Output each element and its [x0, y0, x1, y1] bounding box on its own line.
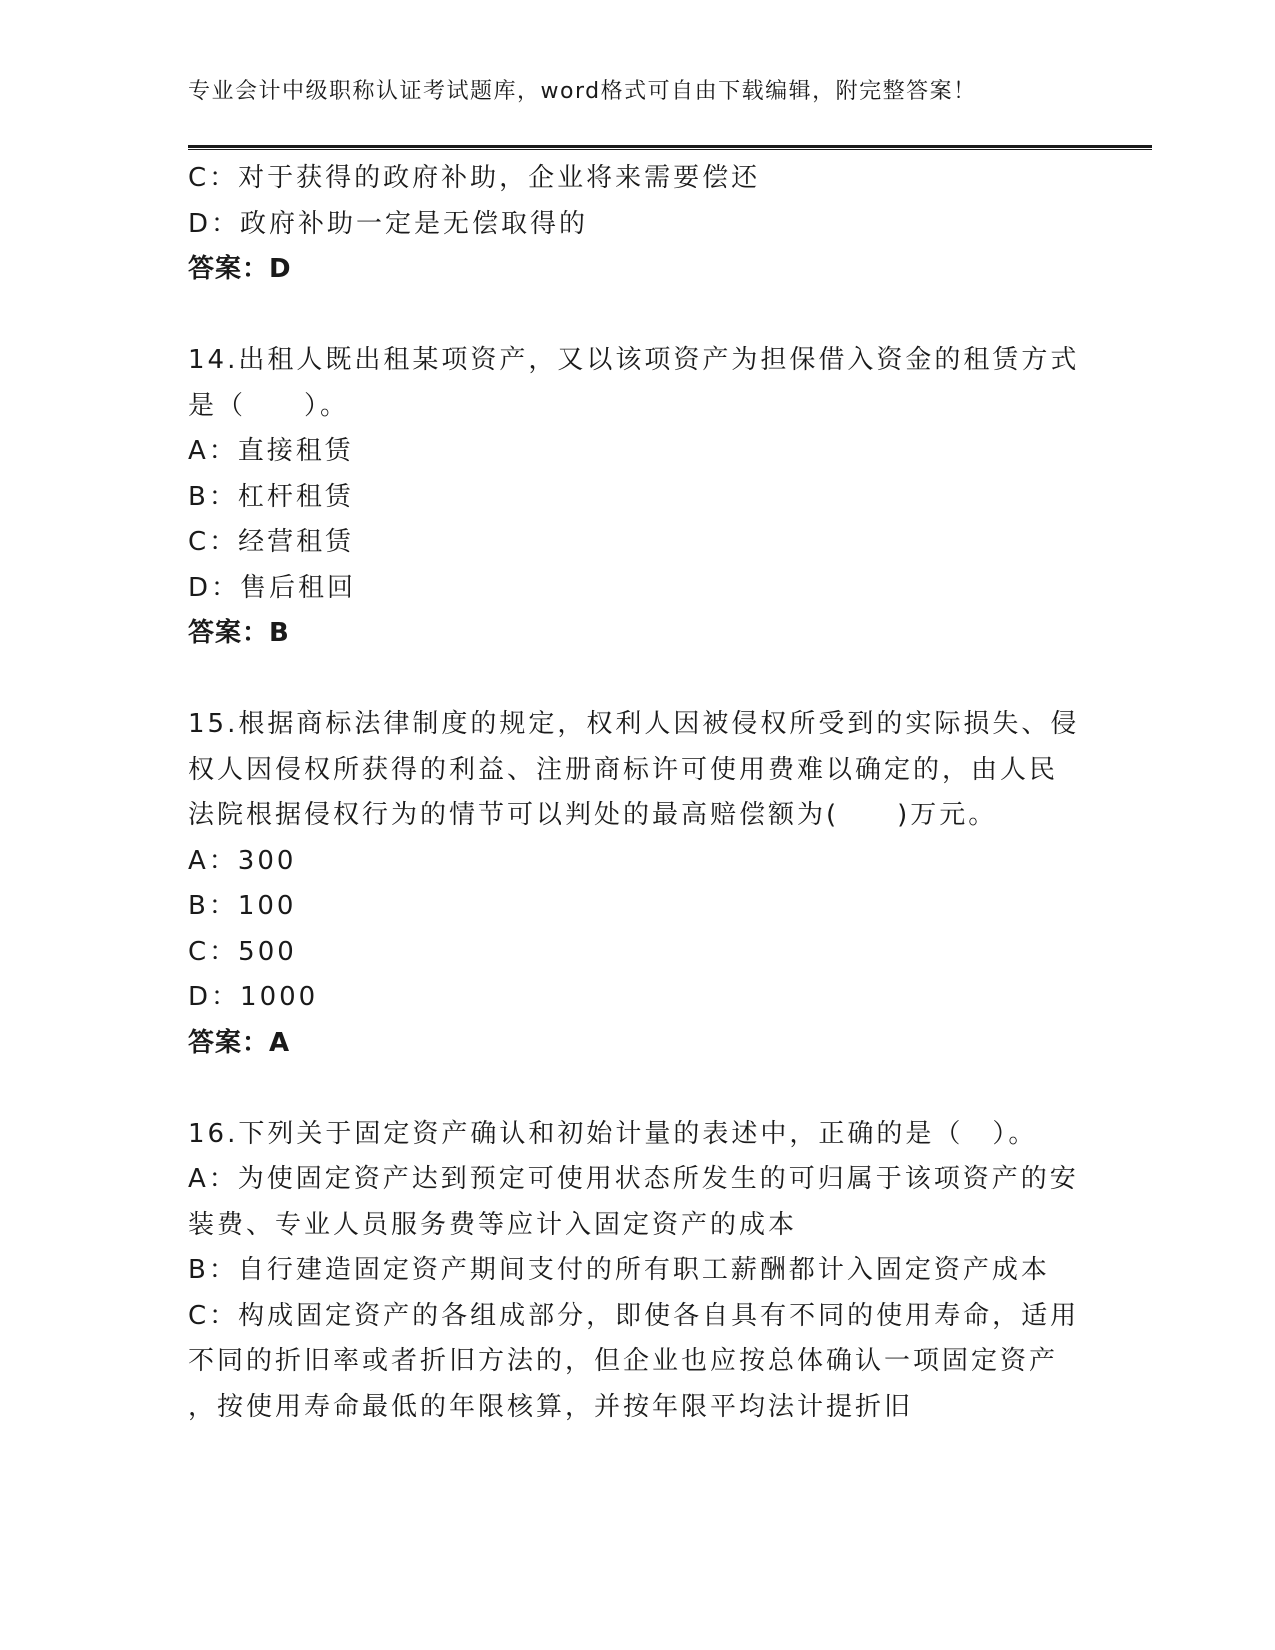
spacer	[188, 1066, 1088, 1112]
question-16	[188, 1112, 1088, 1431]
option-a: 装费、专业人员服务费等应计入固定资产的成本	[188, 1209, 798, 1240]
option-c: C：构成固定资产的各组成部分，即使各自具有不同的使用寿命，适用	[188, 1300, 1080, 1331]
page-header: 专业会计中级职称认证考试题库，word格式可自由下载编辑，附完整答案！	[188, 79, 977, 104]
answer: 答案：A	[188, 1027, 291, 1058]
option-b: B：100	[188, 891, 297, 921]
question-stem: 权人因侵权所获得的利益、注册商标许可使用费难以确定的，由人民	[188, 754, 1059, 785]
question-content	[188, 156, 1088, 1430]
answer: 答案：D	[188, 254, 292, 284]
option-b: B：杠杆租赁	[188, 481, 354, 512]
spacer	[188, 293, 1088, 339]
question-stem: 法院根据侵权行为的情节可以判处的最高赔偿额为( )万元。	[188, 800, 998, 830]
option-a: A：为使固定资产达到预定可使用状态所发生的可归属于该项资产的安	[188, 1164, 1079, 1194]
option-a: A：直接租赁	[188, 436, 354, 466]
option-d: D：1000	[188, 982, 319, 1012]
question-14	[188, 338, 1088, 657]
option-c: C：经营租赁	[188, 527, 355, 557]
question-13-tail	[188, 156, 1088, 293]
question-15	[188, 702, 1088, 1066]
option-b: B：自行建造固定资产期间支付的所有职工薪酬都计入固定资产成本	[188, 1255, 1050, 1285]
question-stem: 16.下列关于固定资产确认和初始计量的表述中，正确的是（ ）。	[188, 1118, 1038, 1149]
question-stem: 是（ ）。	[188, 390, 350, 421]
option-c: C：500	[188, 936, 297, 967]
spacer	[188, 657, 1088, 703]
question-stem: 15.根据商标法律制度的规定，权利人因被侵权所受到的实际损失、侵	[188, 709, 1080, 739]
option-c: 不同的折旧率或者折旧方法的，但企业也应按总体确认一项固定资产	[188, 1346, 1059, 1376]
answer: 答案：B	[188, 618, 290, 648]
option-d: D：政府补助一定是无偿取得的	[188, 208, 589, 239]
option-a: A：300	[188, 845, 297, 876]
option-d: D：售后租回	[188, 572, 357, 603]
option-c: ，按使用寿命最低的年限核算，并按年限平均法计提折旧	[188, 1391, 914, 1422]
option-c: C：对于获得的政府补助，企业将来需要偿还	[188, 163, 761, 193]
header-divider	[188, 145, 1152, 150]
question-stem: 14.出租人既出租某项资产，又以该项资产为担保借入资金的租赁方式	[188, 345, 1080, 375]
